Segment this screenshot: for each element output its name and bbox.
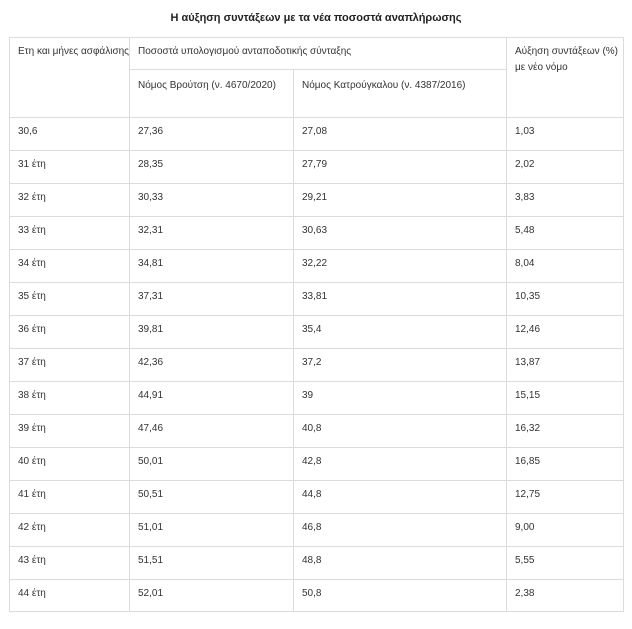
cell-katrougalou: 46,8 [294,514,507,547]
table-row [10,217,624,250]
cell-increase: 16,85 [507,448,624,481]
cell-increase: 15,15 [507,382,624,415]
header-increase: Αύξηση συντάξεων (%) με νέο νόμο [507,38,624,118]
cell-years: 32 έτη [10,184,130,217]
table-row [10,448,624,481]
cell-katrougalou: 42,8 [294,448,507,481]
cell-katrougalou: 29,21 [294,184,507,217]
cell-increase: 12,75 [507,481,624,514]
cell-years: 44 έτη [10,580,130,612]
cell-years: 42 έτη [10,514,130,547]
table-row [10,415,624,448]
cell-katrougalou: 27,08 [294,118,507,151]
cell-years: 33 έτη [10,217,130,250]
cell-katrougalou: 39 [294,382,507,415]
cell-increase: 12,46 [507,316,624,349]
cell-vroutsi: 52,01 [130,580,294,612]
cell-vroutsi: 27,36 [130,118,294,151]
cell-increase: 13,87 [507,349,624,382]
table-row [10,151,624,184]
header-katrougalou: Νόμος Κατρούγκαλου (ν. 4387/2016) [294,70,507,118]
header-row-top [10,38,624,70]
cell-vroutsi: 32,31 [130,217,294,250]
table-row [10,547,624,580]
table-row [10,580,624,612]
cell-katrougalou: 32,22 [294,250,507,283]
cell-vroutsi: 50,01 [130,448,294,481]
cell-vroutsi: 51,51 [130,547,294,580]
cell-vroutsi: 50,51 [130,481,294,514]
table-header [10,38,624,118]
table-row [10,481,624,514]
cell-katrougalou: 50,8 [294,580,507,612]
cell-increase: 1,03 [507,118,624,151]
header-group: Ποσοστά υπολογισμού ανταποδοτικής σύνταξης [130,38,507,70]
cell-katrougalou: 37,2 [294,349,507,382]
cell-years: 38 έτη [10,382,130,415]
cell-vroutsi: 37,31 [130,283,294,316]
table-row [10,250,624,283]
cell-years: 30,6 [10,118,130,151]
cell-years: 43 έτη [10,547,130,580]
cell-increase: 16,32 [507,415,624,448]
cell-katrougalou: 30,63 [294,217,507,250]
cell-years: 40 έτη [10,448,130,481]
table-row [10,316,624,349]
cell-vroutsi: 44,91 [130,382,294,415]
cell-years: 39 έτη [10,415,130,448]
cell-years: 37 έτη [10,349,130,382]
cell-increase: 9,00 [507,514,624,547]
table-row [10,184,624,217]
table-row [10,514,624,547]
cell-katrougalou: 35,4 [294,316,507,349]
cell-increase: 3,83 [507,184,624,217]
cell-increase: 5,55 [507,547,624,580]
cell-increase: 2,02 [507,151,624,184]
cell-katrougalou: 40,8 [294,415,507,448]
table-row [10,382,624,415]
cell-katrougalou: 33,81 [294,283,507,316]
cell-katrougalou: 48,8 [294,547,507,580]
cell-years: 31 έτη [10,151,130,184]
cell-vroutsi: 34,81 [130,250,294,283]
header-years: Ετη και μήνες ασφάλισης [10,38,130,118]
cell-katrougalou: 27,79 [294,151,507,184]
table-row [10,349,624,382]
cell-vroutsi: 51,01 [130,514,294,547]
cell-years: 36 έτη [10,316,130,349]
cell-vroutsi: 47,46 [130,415,294,448]
cell-increase: 5,48 [507,217,624,250]
cell-vroutsi: 28,35 [130,151,294,184]
table-body [10,118,624,612]
cell-years: 41 έτη [10,481,130,514]
header-vroutsi: Νόμος Βρούτση (ν. 4670/2020) [130,70,294,118]
cell-increase: 2,38 [507,580,624,612]
cell-years: 35 έτη [10,283,130,316]
cell-vroutsi: 30,33 [130,184,294,217]
cell-vroutsi: 39,81 [130,316,294,349]
table-row [10,283,624,316]
table-title: Η αύξηση συντάξεων με τα νέα ποσοστά αναπλήρωσης [170,12,462,24]
cell-increase: 10,35 [507,283,624,316]
cell-vroutsi: 42,36 [130,349,294,382]
cell-increase: 8,04 [507,250,624,283]
table-row [10,118,624,151]
pension-table [9,37,624,612]
cell-years: 34 έτη [10,250,130,283]
cell-katrougalou: 44,8 [294,481,507,514]
